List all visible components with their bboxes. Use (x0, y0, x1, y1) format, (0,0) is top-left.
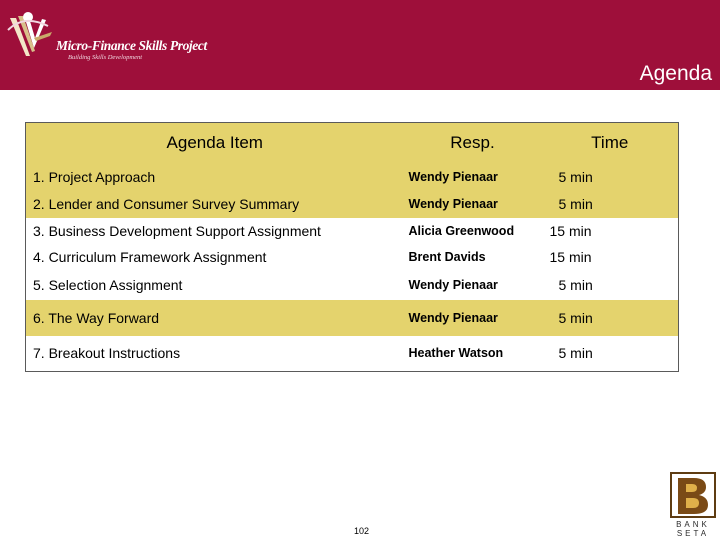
bank-logo-text-line1: BANK (676, 520, 710, 529)
logo-title: Micro-Finance Skills Project (56, 38, 207, 53)
agenda-row (26, 244, 679, 270)
agenda-time: 5 min (542, 300, 679, 336)
agenda-time: 15 min (542, 244, 679, 270)
agenda-header-row (26, 123, 679, 163)
agenda-item: 1. Project Approach (26, 163, 404, 191)
agenda-responsible: Wendy Pienaar (404, 191, 542, 218)
agenda-time: 5 min (542, 163, 679, 191)
column-header-resp: Resp. (404, 123, 542, 163)
logo-figure-icon (4, 8, 64, 70)
agenda-row (26, 163, 679, 191)
agenda-time: 5 min (542, 270, 679, 300)
bank-seta-logo (668, 472, 718, 538)
agenda-responsible: Alicia Greenwood (408, 223, 515, 238)
agenda-responsible: Heather Watson (404, 336, 542, 372)
bank-b-icon (672, 474, 714, 516)
agenda-row (26, 300, 679, 336)
column-header-time: Time (542, 123, 679, 163)
agenda-row (26, 191, 679, 218)
bank-logo-text-line2: SETA (676, 529, 710, 538)
agenda-item: 7. Breakout Instructions (26, 336, 404, 372)
agenda-time: 5 min (542, 191, 679, 218)
agenda-responsible: Brent Davids (408, 249, 486, 264)
slide-title: Agenda (639, 62, 712, 85)
column-header-agenda-item: Agenda Item (26, 123, 404, 163)
agenda-item: 6. The Way Forward (26, 300, 404, 336)
agenda-responsible: Wendy Pienaar (404, 300, 542, 336)
agenda-responsible: Wendy Pienaar (404, 163, 542, 191)
agenda-item: 5. Selection Assignment (26, 270, 404, 300)
agenda-time: 5 min (542, 336, 679, 372)
agenda-item: 4. Curriculum Framework Assignment (26, 244, 404, 270)
agenda-item: 2. Lender and Consumer Survey Summary (26, 191, 404, 218)
bank-logo-mark (670, 472, 716, 518)
agenda-row (26, 270, 679, 300)
page-number: 102 (354, 526, 370, 536)
agenda-responsible: Wendy Pienaar (408, 277, 498, 292)
agenda-table (25, 122, 679, 372)
micro-finance-logo (4, 8, 207, 70)
agenda-row (26, 218, 679, 244)
logo-subtitle: Building Skills Development (68, 54, 143, 61)
agenda-row (26, 336, 679, 372)
agenda-time: 15 min (542, 218, 679, 244)
agenda-item: 3. Business Development Support Assignment (26, 218, 404, 244)
slide-header (0, 0, 720, 90)
